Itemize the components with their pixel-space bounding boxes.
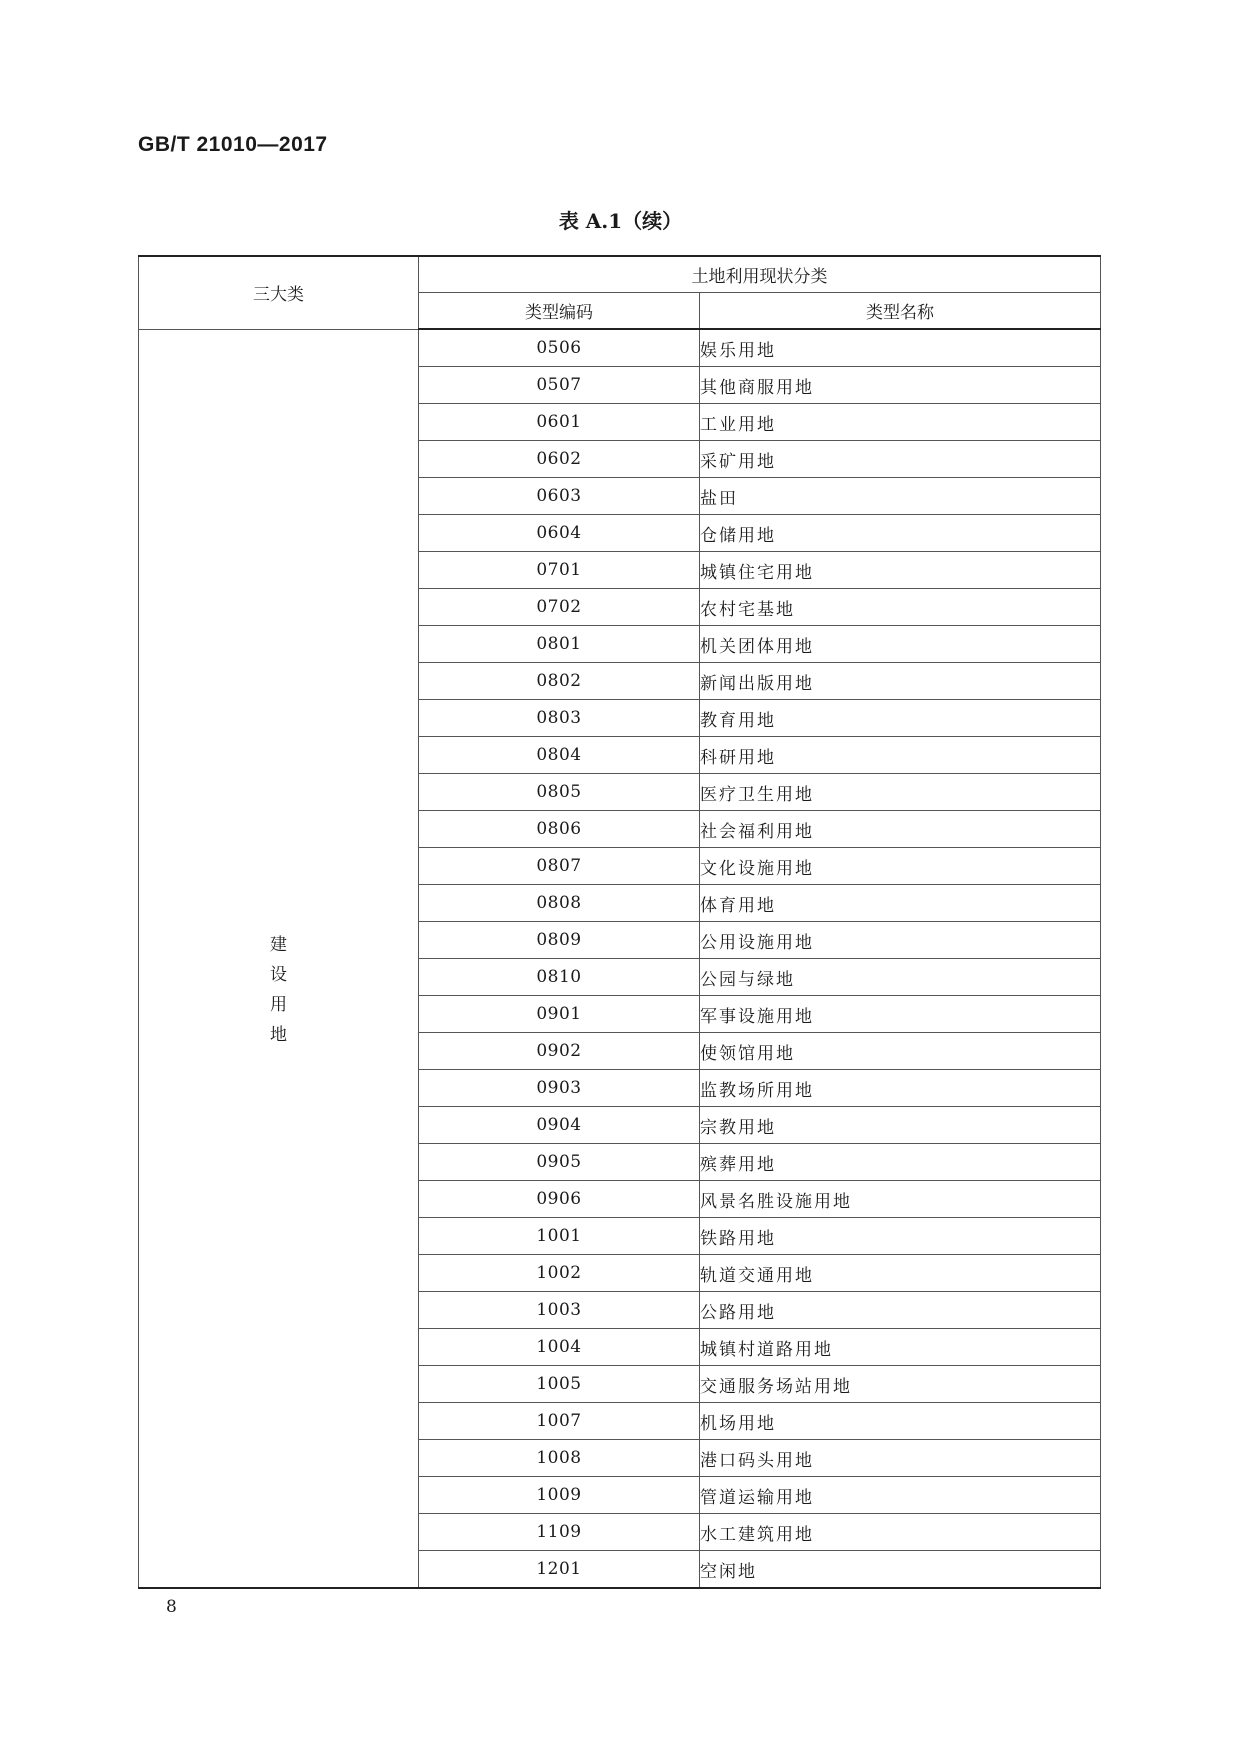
type-name-cell: 文化设施用地 (700, 848, 1101, 885)
type-code-cell: 1001 (419, 1218, 700, 1255)
type-name-cell: 监教场所用地 (700, 1070, 1101, 1107)
current-classification-header: 土地利用现状分类 (419, 256, 1101, 293)
type-code-cell: 0905 (419, 1144, 700, 1181)
type-name-cell: 使领馆用地 (700, 1033, 1101, 1070)
type-code-header: 类型编码 (419, 293, 700, 330)
type-code-cell: 1201 (419, 1551, 700, 1589)
type-name-cell: 军事设施用地 (700, 996, 1101, 1033)
type-code-cell: 0808 (419, 885, 700, 922)
type-name-cell: 交通服务场站用地 (700, 1366, 1101, 1403)
type-code-cell: 0901 (419, 996, 700, 1033)
type-name-cell: 科研用地 (700, 737, 1101, 774)
type-name-cell: 空闲地 (700, 1551, 1101, 1589)
table-body (139, 329, 1101, 1588)
type-name-cell: 管道运输用地 (700, 1477, 1101, 1514)
type-name-cell: 教育用地 (700, 700, 1101, 737)
type-name-cell: 机场用地 (700, 1403, 1101, 1440)
type-code-cell: 0701 (419, 552, 700, 589)
type-code-cell: 0601 (419, 404, 700, 441)
type-name-cell: 其他商服用地 (700, 367, 1101, 404)
type-name-cell: 公用设施用地 (700, 922, 1101, 959)
type-code-cell: 0604 (419, 515, 700, 552)
table-row (139, 329, 1101, 367)
type-code-cell: 1007 (419, 1403, 700, 1440)
type-name-cell: 铁路用地 (700, 1218, 1101, 1255)
type-code-cell: 1004 (419, 1329, 700, 1366)
type-name-cell: 工业用地 (700, 404, 1101, 441)
type-code-cell: 0506 (419, 329, 700, 367)
type-name-cell: 城镇村道路用地 (700, 1329, 1101, 1366)
type-code-cell: 0902 (419, 1033, 700, 1070)
type-code-cell: 1003 (419, 1292, 700, 1329)
type-code-cell: 1008 (419, 1440, 700, 1477)
type-code-cell: 0805 (419, 774, 700, 811)
type-code-cell: 1109 (419, 1514, 700, 1551)
type-name-header: 类型名称 (700, 293, 1101, 330)
type-code-cell: 1005 (419, 1366, 700, 1403)
type-name-cell: 殡葬用地 (700, 1144, 1101, 1181)
type-code-cell: 0803 (419, 700, 700, 737)
type-name-cell: 盐田 (700, 478, 1101, 515)
type-name-cell: 风景名胜设施用地 (700, 1181, 1101, 1218)
type-name-cell: 体育用地 (700, 885, 1101, 922)
type-code-cell: 0810 (419, 959, 700, 996)
type-name-cell: 娱乐用地 (700, 329, 1101, 367)
type-name-cell: 公路用地 (700, 1292, 1101, 1329)
type-code-cell: 0602 (419, 441, 700, 478)
standard-code: GB/T 21010—2017 (138, 133, 328, 156)
type-code-cell: 0804 (419, 737, 700, 774)
type-name-cell: 机关团体用地 (700, 626, 1101, 663)
type-name-cell: 仓储用地 (700, 515, 1101, 552)
type-code-cell: 0802 (419, 663, 700, 700)
page-number: 8 (166, 1597, 177, 1617)
type-name-cell: 轨道交通用地 (700, 1255, 1101, 1292)
major-category-cell (139, 329, 419, 1588)
type-name-cell: 新闻出版用地 (700, 663, 1101, 700)
type-code-cell: 0906 (419, 1181, 700, 1218)
type-code-cell: 0507 (419, 367, 700, 404)
type-code-cell: 0809 (419, 922, 700, 959)
type-name-cell: 采矿用地 (700, 441, 1101, 478)
type-code-cell: 0702 (419, 589, 700, 626)
type-name-cell: 公园与绿地 (700, 959, 1101, 996)
major-category-value: 建设用地 (270, 935, 287, 1046)
type-code-cell: 0806 (419, 811, 700, 848)
table-title: 表 A.1（续） (558, 209, 683, 233)
type-name-cell: 社会福利用地 (700, 811, 1101, 848)
type-name-cell: 宗教用地 (700, 1107, 1101, 1144)
header-row-1 (139, 256, 1101, 293)
type-code-cell: 1002 (419, 1255, 700, 1292)
type-code-cell: 0904 (419, 1107, 700, 1144)
land-use-classification-table (138, 255, 1101, 1589)
type-code-cell: 0903 (419, 1070, 700, 1107)
type-code-cell: 1009 (419, 1477, 700, 1514)
major-category-header: 三大类 (139, 256, 419, 329)
type-name-cell: 农村宅基地 (700, 589, 1101, 626)
type-code-cell: 0807 (419, 848, 700, 885)
type-name-cell: 水工建筑用地 (700, 1514, 1101, 1551)
type-name-cell: 港口码头用地 (700, 1440, 1101, 1477)
type-code-cell: 0801 (419, 626, 700, 663)
type-code-cell: 0603 (419, 478, 700, 515)
type-name-cell: 城镇住宅用地 (700, 552, 1101, 589)
type-name-cell: 医疗卫生用地 (700, 774, 1101, 811)
